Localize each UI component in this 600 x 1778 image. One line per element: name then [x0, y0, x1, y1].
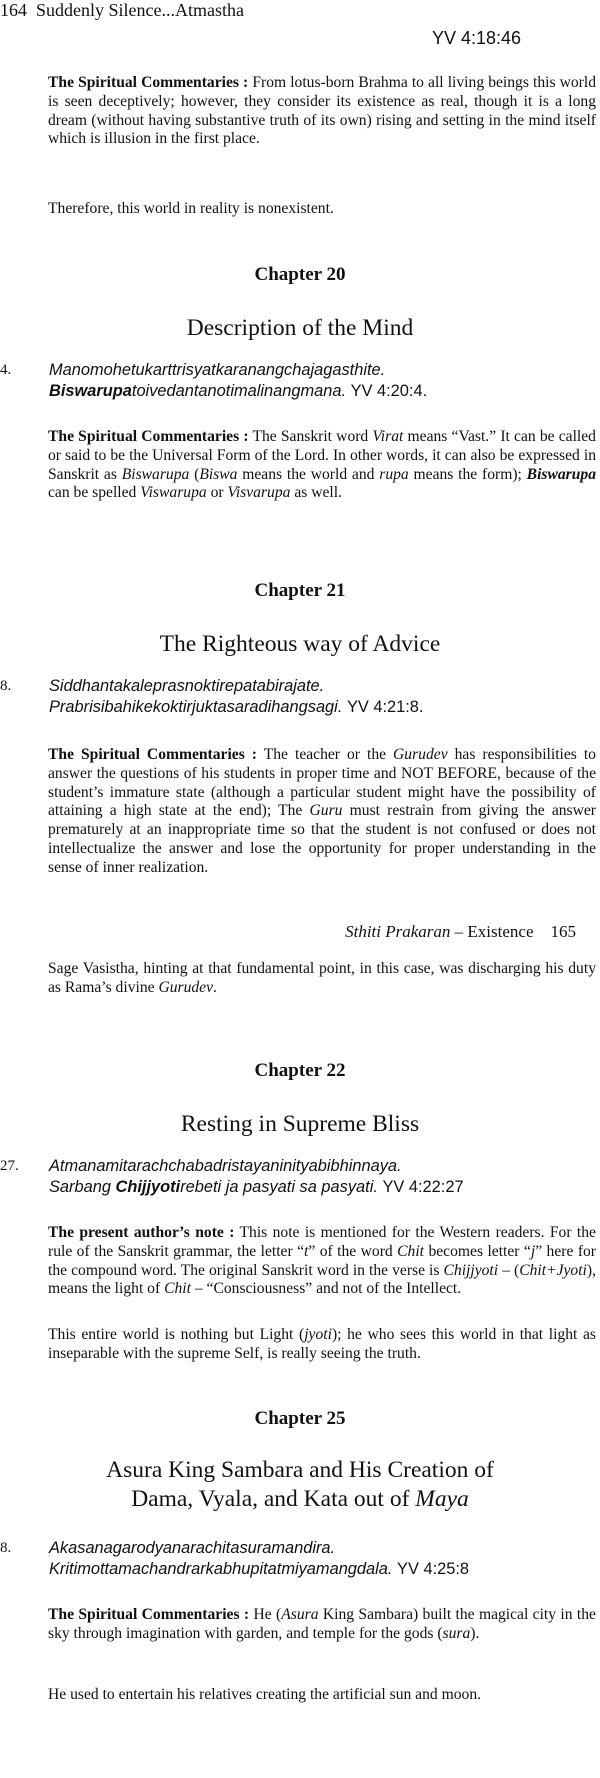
verse-line	[49, 1177, 464, 1198]
italic-term: Asura	[281, 1606, 319, 1623]
verse-line-rest: toivedantanotimalinangmana.	[131, 382, 347, 400]
text-run: or	[206, 484, 228, 502]
text-run: ); he who sees this world in that light as inseparable with the supreme Self, is really seeing the truth.	[48, 1326, 597, 1362]
text-run: The Sanskrit word	[252, 428, 373, 445]
verse-line-text: Sarbang	[49, 1178, 116, 1196]
verse-line: Akasanagarodyanarachitasuramandira.	[49, 1539, 336, 1557]
verse-line: Manomohetukarttrisyatkaranangchajagasthite.	[49, 361, 386, 379]
commentary-paragraph	[48, 746, 596, 878]
verse-line	[49, 1559, 469, 1580]
text-run: as well.	[290, 484, 342, 502]
italic-term: Guru	[309, 802, 343, 820]
paragraph-text: Therefore, this world in reality is nonexistent.	[48, 200, 334, 217]
italic-term: Chit	[397, 1242, 425, 1260]
verse-line	[49, 697, 423, 718]
verse-text	[49, 360, 427, 402]
text-run: The teacher or the	[263, 746, 394, 763]
italic-term: Maya	[415, 1486, 469, 1512]
text-run: can be spelled	[48, 484, 141, 502]
verse-reference: YV 4:20:4.	[350, 382, 428, 400]
chapter-heading: Chapter 22	[254, 1060, 346, 1081]
commentary-label: The Spiritual Commentaries :	[48, 746, 257, 763]
text-run: .	[213, 978, 217, 996]
commentary-label: The Spiritual Commentaries :	[48, 1606, 250, 1623]
verse-reference: YV 4:22:27	[382, 1178, 464, 1196]
sanskrit-verse	[0, 1538, 600, 1586]
commentary-paragraph	[48, 428, 596, 503]
verse-line: Siddhantakaleprasnoktirepatabirajate.	[49, 677, 325, 695]
text-run: – (	[498, 1261, 520, 1279]
verse-reference: YV 4:25:8	[397, 1560, 470, 1578]
italic-term: Chit+Jyoti	[519, 1261, 587, 1279]
commentary-label: The Spiritual Commentaries :	[48, 74, 249, 91]
chapter-title: Resting in Supreme Bliss	[180, 1111, 420, 1137]
chapter-title-line: Asura King Sambara and His Creation of	[106, 1457, 494, 1483]
verse-text	[49, 676, 423, 718]
body-paragraph	[48, 960, 596, 998]
italic-term: Gurudev	[158, 978, 214, 996]
verse-reference: YV 4:21:8.	[346, 698, 424, 716]
italic-term: Visvarupa	[227, 484, 291, 502]
verse-line	[49, 381, 427, 402]
italic-term: Chit	[164, 1280, 191, 1298]
verse-emphasis: Chijjyoti	[115, 1178, 181, 1196]
text-run: means “Vast.” It can be called or said to be the Universal Form of the Lord. In other words, it can also be expressed in Sanskrit as	[48, 428, 596, 483]
italic-term: jyoti	[304, 1326, 332, 1343]
text-run: King Sambara) built the magical city in the sky through imagination with garden, and temple for the gods (	[48, 1606, 596, 1642]
chapter-heading: Chapter 21	[254, 580, 346, 601]
italic-term: Biswarupa	[121, 465, 190, 483]
verse-line-text: Prabrisibahikekoktirjuktasaradihangsagi.	[49, 698, 343, 716]
text-run: This entire world is nothing but Light (	[48, 1326, 305, 1343]
text-run: means the world and	[237, 465, 380, 483]
verse-text	[49, 1538, 469, 1580]
italic-term: Gurudev	[393, 746, 448, 763]
text-run: Sage Vasistha, hinting at that fundamental point, in this case, was discharging his duty as Rama’s divine	[48, 960, 596, 996]
text-run: He (	[253, 1606, 282, 1623]
sanskrit-verse	[0, 360, 600, 408]
running-footer	[0, 922, 576, 942]
text-run: becomes letter “	[424, 1242, 531, 1260]
sanskrit-verse	[0, 676, 600, 724]
verse-line-text: Kritimottamachandrarkabhupitatmiyamangdala.	[49, 1560, 393, 1578]
verse-emphasis: Biswarupa	[49, 382, 132, 400]
chapter-heading: Chapter 25	[254, 1408, 346, 1429]
chapter-heading: Chapter 20	[254, 264, 346, 285]
running-title: Suddenly Silence...Atmastha	[36, 0, 244, 20]
page-number: 165	[550, 922, 576, 941]
page-header	[0, 0, 244, 20]
commentary-label: The Spiritual Commentaries :	[48, 428, 249, 445]
verse-number: 8.	[0, 678, 12, 694]
running-subtitle: – Existence	[450, 922, 534, 941]
body-paragraph	[48, 1326, 596, 1364]
text-run: – “Consciousness” and not of the Intellect.	[190, 1280, 462, 1298]
commentary-paragraph	[48, 74, 596, 149]
text-run: ), means the light of	[48, 1261, 596, 1298]
author-note-paragraph	[48, 1224, 596, 1299]
verse-line-rest: rebeti ja pasyati sa pasyati.	[180, 1178, 378, 1196]
text-run: ” here for the compound word. The original Sanskrit word in the verse is	[48, 1242, 596, 1279]
italic-term: Chijjyoti	[443, 1261, 499, 1279]
italic-term: rupa	[379, 465, 409, 483]
running-section: Sthiti Prakaran	[345, 922, 451, 941]
verse-text	[49, 1156, 464, 1198]
text-run: ).	[470, 1624, 480, 1642]
commentary-paragraph	[48, 1606, 596, 1644]
italic-term: j	[530, 1242, 536, 1260]
verse-number: 8.	[0, 1540, 12, 1556]
chapter-title: Description of the Mind	[186, 315, 414, 341]
chapter-title	[0, 1456, 600, 1514]
verse-reference: YV 4:18:46	[432, 28, 522, 48]
text-run: has responsibilities to answer the questions of his students in proper time and NOT BEFORE, because of the student’s immature state (although a particular student might have the possibility of attaining a high state at the end); The	[48, 746, 596, 820]
chapter-title: The Righteous way of Advice	[159, 631, 441, 657]
sanskrit-verse	[0, 1156, 600, 1204]
note-label: The present author’s note :	[48, 1224, 235, 1241]
body-paragraph	[48, 200, 596, 219]
text-run: (	[189, 465, 200, 483]
text-run: This note is mentioned for the Western readers. For the rule of the Sanskrit grammar, the letter “	[48, 1224, 596, 1260]
page-number: 164	[0, 0, 27, 20]
body-paragraph	[48, 1686, 596, 1705]
italic-term: Virat	[372, 428, 404, 445]
paragraph-text: He used to entertain his relatives creating the artificial sun and moon.	[48, 1686, 482, 1703]
commentary-text: From lotus-born Brahma to all living beings this world is seen deceptively; however, they consider its existence as real, though it is a long dream (without having substantive truth of its own) rising and setting in the mind itself which is illusion in the first place.	[48, 74, 596, 148]
text-run: ” of the word	[308, 1242, 398, 1260]
text-run: Dama, Vyala, and Kata out of	[131, 1486, 416, 1512]
text-run: must restrain from giving the answer prematurely at an inappropriate time so that the student is not confused or does not intellectualize the answer and lose the opportunity for proper understanding in the sense of inner realization.	[48, 802, 597, 876]
italic-term: Viswarupa	[140, 484, 207, 502]
italic-term: t	[304, 1242, 309, 1260]
verse-number: 4.	[0, 362, 12, 378]
chapter-title-line	[0, 1485, 600, 1514]
verse-number: 27.	[0, 1158, 19, 1174]
italic-term: sura	[442, 1624, 471, 1642]
italic-term: Biswa	[199, 465, 238, 483]
bold-italic-term: Biswarupa	[526, 465, 597, 483]
verse-line: Atmanamitarachchabadristayaninityabibhinnaya.	[49, 1157, 402, 1175]
text-run: means the form);	[408, 465, 527, 483]
